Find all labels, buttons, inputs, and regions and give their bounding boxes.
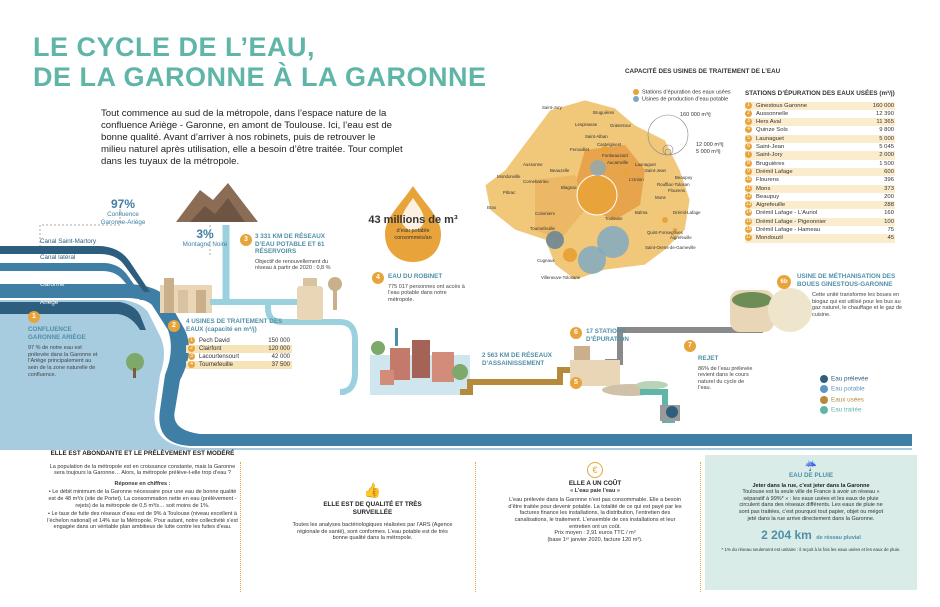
town-label: Quint-Fonsegrives bbox=[647, 230, 683, 235]
station-row bbox=[745, 143, 895, 151]
quality-text: Toutes les analyses bactériologiques réalisées par l’ARS (Agence régionale de santé), sont conformes. L’eau potable est de très bonne qualité dans la métropole. bbox=[292, 522, 453, 542]
town-label: Villeneuve-Tolosane bbox=[541, 275, 581, 280]
station-number: 8 bbox=[745, 160, 752, 167]
station-name: Bruguières bbox=[756, 160, 785, 167]
station-number: 7 bbox=[745, 151, 752, 158]
map-scale-2: 12 000 m³/j bbox=[696, 142, 724, 148]
town-label: Aussonne bbox=[523, 162, 543, 167]
step-7-title: REJET bbox=[698, 355, 719, 362]
pct-garonne-label: Confluence Garonne-Ariège bbox=[100, 211, 146, 226]
bottom-col-rain bbox=[705, 455, 917, 590]
thumbs-up-icon: 👍 bbox=[363, 482, 382, 498]
town-label: Brax bbox=[487, 205, 497, 210]
station-name: Saint-Jory bbox=[756, 152, 783, 159]
step-2 bbox=[186, 318, 292, 369]
map-towns bbox=[475, 100, 705, 280]
station-row bbox=[745, 193, 895, 201]
step-1-text: 97 % de notre eau est prélevée dans la Garonne et l’Ariège principalement au sein de la zone naturelle de confluence. bbox=[28, 345, 98, 378]
town-label: Fonbeauzard bbox=[602, 153, 628, 158]
step-7-text: 86% de l’eau prélevée revient dans le cours naturel du cycle de l’eau. bbox=[698, 365, 753, 392]
step-4-text: 775 017 personnes ont accès à l’eau potable dans notre métropole. bbox=[388, 283, 465, 303]
stations-title: STATIONS D’ÉPURATION DES EAUX USÉES (m³/j) bbox=[745, 90, 895, 97]
step-1 bbox=[28, 326, 98, 378]
water-tower-icon bbox=[297, 277, 342, 320]
station-capacity: 5 000 bbox=[879, 135, 894, 142]
step-6b bbox=[797, 273, 909, 319]
step-3-badge: 3 bbox=[240, 234, 252, 246]
station-capacity: 200 bbox=[884, 193, 894, 200]
station-number: 1 bbox=[745, 102, 752, 109]
town-label: Balma bbox=[635, 210, 648, 215]
town-label: Tournefeuille bbox=[530, 226, 555, 231]
step-5-title: 2 563 KM DE RÉSEAUX D’ASSAINISSEMENT bbox=[482, 352, 552, 367]
station-row bbox=[745, 168, 895, 176]
cost-price: Prix moyen : 2,91 euros TTC / m³ bbox=[554, 530, 636, 537]
step-2-badge: 2 bbox=[168, 320, 180, 332]
canal-1-label: Canal Saint-Martory bbox=[40, 238, 96, 245]
cost-quote: « L’eau paie l’eau » bbox=[570, 487, 620, 494]
town-label: Beauzelle bbox=[550, 168, 570, 173]
step-3-text: Objectif de renouvellement du réseau à partir de 2020 : 0,8 % bbox=[255, 258, 331, 272]
station-name: Ginestous Garonne bbox=[756, 102, 808, 109]
station-capacity: 9 800 bbox=[879, 127, 894, 134]
town-label: Beaupuy bbox=[675, 175, 693, 180]
outfall-icon bbox=[660, 405, 680, 421]
plant-row: 3 Lacourtensourt 42 000 bbox=[186, 353, 292, 361]
station-number: 12 bbox=[745, 192, 752, 199]
station-number: 3 bbox=[745, 118, 752, 125]
map-scale-1: 160 000 m³/j bbox=[680, 112, 711, 118]
step-4-title: EAU DU ROBINET bbox=[388, 273, 443, 280]
step-7 bbox=[698, 355, 758, 392]
legend-swatch bbox=[820, 396, 828, 404]
town-label: Castelginest bbox=[597, 142, 622, 147]
station-number: 4 bbox=[745, 126, 752, 133]
rain-note: * 1% du réseau seulement est unitaire : il reçoit à la fois les eaux usées et les eaux de pluie. bbox=[721, 547, 901, 553]
rain-title: EAU DE PLUIE bbox=[788, 472, 834, 479]
cost-text: L’eau prélevée dans la Garonne n’est pas consommable. Elle a besoin d’être traitée pour devenir potable. La totalité de ce qui est payé par les factures finance les installations, la distribution, l’entretien des canalisations, le traitement. L’ensemble de ces installations et leur entretien ont un coût. bbox=[508, 497, 682, 530]
station-row bbox=[745, 126, 895, 134]
station-row bbox=[745, 185, 895, 193]
station-capacity: 1 500 bbox=[879, 160, 894, 167]
station-capacity: 373 bbox=[884, 185, 894, 192]
rain-km-label: de réseau pluvial bbox=[816, 535, 861, 542]
stations-table bbox=[745, 90, 895, 243]
treatment-plant-icon bbox=[160, 278, 212, 313]
station-number: 15 bbox=[745, 217, 752, 224]
step-7-marker: 7 bbox=[684, 340, 696, 352]
station-capacity: 45 bbox=[887, 235, 894, 242]
step-5-marker: 5 bbox=[570, 377, 582, 389]
map-scale-3: 5 000 m³/j bbox=[696, 149, 721, 155]
town-label: Flourens bbox=[668, 188, 686, 193]
station-number: 10 bbox=[745, 176, 752, 183]
town-label: Colomiers bbox=[535, 211, 555, 216]
pct-garonne: 97% bbox=[110, 197, 136, 211]
station-name: Drémil Lafage bbox=[756, 169, 793, 176]
consumption-value: 43 millions de m³ bbox=[368, 214, 458, 226]
step-6b-text: Cette unité transforme les boues en biogaz qui est utilisé pour les bus au gaz naturel, le chauffage et le gaz de cuisine. bbox=[812, 292, 903, 318]
step-2-title: 4 USINES DE TRAITEMENT DES EAUX (capacité en m³/j) bbox=[186, 318, 283, 333]
station-number: 2 bbox=[745, 110, 752, 117]
town-label: Rouffiac-Tolosan bbox=[657, 182, 690, 187]
station-name: Hers Aval bbox=[756, 119, 782, 126]
station-name: Drémil Lafage - Pigeonnier bbox=[756, 218, 827, 225]
step-6-title: 17 STATIONS D’ÉPURATION bbox=[586, 328, 629, 343]
legend-item: Eau traitée bbox=[820, 406, 910, 414]
station-capacity: 100 bbox=[884, 218, 894, 225]
station-row bbox=[745, 201, 895, 209]
station-number: 13 bbox=[745, 201, 752, 208]
station-name: Quinze Sols bbox=[756, 127, 788, 134]
canal-2-label: Canal latéral bbox=[40, 254, 76, 261]
station-row bbox=[745, 234, 895, 242]
legend-swatch bbox=[820, 385, 828, 393]
station-row bbox=[745, 209, 895, 217]
step-6b-badge: 6b bbox=[777, 275, 791, 289]
garonne-label: Garonne bbox=[40, 281, 65, 288]
town-label: Aigrefeuille bbox=[670, 235, 692, 240]
step-4-badge: 4 bbox=[372, 272, 384, 284]
rain-lead: Jeter dans la rue, c’est jeter dans la Garonne bbox=[752, 482, 870, 489]
legend-item: Eau prélevée bbox=[820, 375, 910, 383]
station-row bbox=[745, 135, 895, 143]
town-label: Blagnac bbox=[561, 185, 577, 190]
town-label: L’Union bbox=[629, 177, 644, 182]
station-capacity: 160 bbox=[884, 210, 894, 217]
consumption-block bbox=[355, 214, 471, 241]
town-label: Pibrac bbox=[503, 190, 516, 195]
abundance-p2: Réponse en chiffres : bbox=[114, 480, 171, 487]
town-label: Aucamville bbox=[607, 160, 629, 165]
station-capacity: 160 000 bbox=[872, 102, 894, 109]
legend-item: Eau potable bbox=[820, 385, 910, 393]
town-label: Gratentour bbox=[610, 123, 631, 128]
step-5 bbox=[482, 352, 564, 367]
abundance-p3: • Le débit minimum de la Garonne nécessaire pour une eau de bonne qualité est de 48 m³/s (site de Portet). La consommation nette en eau (prélèvement - rejets) de la métropole de 0,5 m³/s… soit moins de 1%. bbox=[48, 489, 237, 509]
station-row bbox=[745, 102, 895, 110]
plant-row: 4 Tournefeuille 37 500 bbox=[186, 361, 292, 369]
town-label: Mondonville bbox=[497, 174, 521, 179]
town-label: Cugnaux bbox=[537, 258, 555, 263]
title-line-2: DE LA GARONNE À LA GARONNE bbox=[33, 62, 487, 92]
station-name: Saint-Jean bbox=[756, 144, 785, 151]
cost-price-note: (base 1ᵉʳ janvier 2020, facture 120 m³). bbox=[547, 536, 643, 543]
bottom-col-cost bbox=[505, 462, 685, 543]
station-capacity: 12 390 bbox=[875, 110, 894, 117]
station-capacity: 5 045 bbox=[879, 144, 894, 151]
station-capacity: 396 bbox=[884, 177, 894, 184]
town-label: Saint-Jean bbox=[645, 168, 666, 173]
station-row bbox=[745, 151, 895, 159]
rain-km: 2 204 km bbox=[761, 528, 812, 543]
station-capacity: 75 bbox=[887, 227, 894, 234]
step-1-badge: 1 bbox=[28, 311, 40, 323]
legend-swatch bbox=[820, 375, 828, 383]
plant-row: 1 Pech David 150 000 bbox=[186, 337, 292, 345]
step-4 bbox=[388, 273, 468, 303]
pct-montagne: 3% bbox=[196, 227, 214, 241]
pct-montagne-block bbox=[175, 228, 235, 249]
step-3-title: 3 331 KM DE RÉSEAUX D’EAU POTABLE ET 61 RÉSERVOIRS bbox=[255, 233, 325, 256]
station-number: 5 bbox=[745, 135, 752, 142]
station-name: Flourens bbox=[756, 177, 779, 184]
station-number: 17 bbox=[745, 234, 752, 241]
station-number: 9 bbox=[745, 168, 752, 175]
rain-icon: ☔ bbox=[804, 461, 818, 472]
bottom-col-quality bbox=[290, 482, 455, 542]
step-3 bbox=[255, 233, 340, 272]
step-6-badge: 6 bbox=[570, 327, 582, 339]
map-legend-item-2: Usines de production d’eau potable bbox=[633, 96, 731, 103]
station-capacity: 288 bbox=[884, 202, 894, 209]
step-6 bbox=[586, 328, 646, 343]
town-label: Mons bbox=[655, 195, 666, 200]
station-name: Beaupuy bbox=[756, 193, 780, 200]
town-label: Bruguières bbox=[593, 110, 615, 115]
legend-swatch bbox=[820, 406, 828, 414]
town-label: Saint-Jory bbox=[542, 105, 562, 110]
step-6b-title: USINE DE MÉTHANISATION DES BOUES GINESTOUS-GARONNE bbox=[797, 273, 896, 288]
station-capacity: 600 bbox=[884, 168, 894, 175]
bottom-col-abundance bbox=[45, 450, 240, 531]
town-label: Saint-Alban bbox=[585, 134, 608, 139]
title-line-1: LE CYCLE DE L’EAU, bbox=[33, 32, 316, 62]
station-capacity: 2 000 bbox=[879, 152, 894, 159]
station-number: 16 bbox=[745, 226, 752, 233]
town-label: Cornebarrieu bbox=[523, 179, 549, 184]
station-name: Launaguet bbox=[756, 135, 784, 142]
town-label: Drémil-Lafage bbox=[673, 210, 701, 215]
abundance-p4: • Le taux de fuite des réseaux d’eau est de 9% à Toulouse (niveau excellent à l’échelon national) et 14% sur la Métropole. Pour autant, notre collectivité s’est engagée dans un véritable plan ambitieux de lutte contre les fuites d’eau. bbox=[47, 511, 238, 531]
houses-icon bbox=[370, 328, 470, 395]
station-row bbox=[745, 160, 895, 168]
ariege-label: Ariège bbox=[40, 299, 59, 306]
abundance-p1: La population de la métropole est en croissance constante, mais la Garonne sera toujours la Garonne… Alors, la métropole prélève-t-elle trop d’eau ? bbox=[49, 463, 236, 477]
town-label: Launaguet bbox=[635, 162, 656, 167]
station-number: 6 bbox=[745, 143, 752, 150]
quality-title: ELLE EST DE QUALITÉ ET TRÈS SURVEILLÉE bbox=[323, 501, 422, 516]
pct-garonne-block bbox=[93, 198, 153, 226]
station-row bbox=[745, 176, 895, 184]
station-row bbox=[745, 110, 895, 118]
pct-montagne-label: Montagne Noire bbox=[182, 241, 228, 248]
station-name: Mons bbox=[756, 185, 771, 192]
abundance-title: ELLE EST ABONDANTE ET LE PRÉLÈVEMENT EST MODÉRÉ bbox=[50, 450, 235, 457]
euro-icon: € bbox=[587, 462, 603, 478]
legend-item: Eaux usées bbox=[820, 396, 910, 404]
town-label: Saint-Orens-de-Gameville bbox=[645, 245, 696, 250]
intro-text: Tout commence au sud de la métropole, dans l’espace nature de la confluence Ariège - Garonne, en amont de Toulouse. Ici, l’eau est de bonne qualité. Avant d’arriver à nos robinets, puis de retrouver le milieu naturel après utilisation, elle a besoin d’être traitée. Tour complet dans les tuyaux de la métropole. bbox=[101, 108, 403, 167]
station-row bbox=[745, 218, 895, 226]
station-name: Aussonnelle bbox=[756, 110, 789, 117]
consumption-label: d’eau potable consommés/an bbox=[394, 228, 432, 241]
plants-table bbox=[186, 337, 292, 369]
station-name: Drémil Lafage - L’Auriol bbox=[756, 210, 818, 217]
plant-row: 2 Clairfont 120 000 bbox=[186, 345, 292, 353]
town-label: Lespinasse bbox=[575, 122, 598, 127]
town-label: Fenouillet bbox=[570, 147, 590, 152]
station-capacity: 11 365 bbox=[876, 119, 894, 126]
station-row bbox=[745, 118, 895, 126]
town-label: Toulouse bbox=[605, 216, 623, 221]
step-1-title: CONFLUENCE GARONNE ARIÈGE bbox=[28, 326, 86, 341]
station-name: Drémil Lafage - Hameau bbox=[756, 227, 821, 234]
water-legend bbox=[820, 375, 910, 414]
station-number: 14 bbox=[745, 209, 752, 216]
station-row bbox=[745, 226, 895, 234]
map-title: CAPACITÉ DES USINES DE TRAITEMENT DE L’EAU bbox=[625, 68, 781, 75]
map-legend-item-1: Stations d’épuration des eaux usées bbox=[633, 89, 731, 96]
cost-title: ELLE A UN COÛT bbox=[568, 480, 622, 487]
station-number: 11 bbox=[745, 184, 752, 191]
rain-text: Toulouse est la seule ville de France à avoir un réseau « séparatif à 99%* » : les eaux usées et les eaux de pluie circulent dans des réseaux différents. Les eaux de pluie ne sont pas traitées, c’est pourquoi tout papier, objet ou mégot jeté dans la rue arrive directement dans la Garonne. bbox=[738, 489, 884, 522]
station-name: Aigrefeuille bbox=[756, 202, 786, 209]
station-name: Mondouzil bbox=[756, 235, 783, 242]
